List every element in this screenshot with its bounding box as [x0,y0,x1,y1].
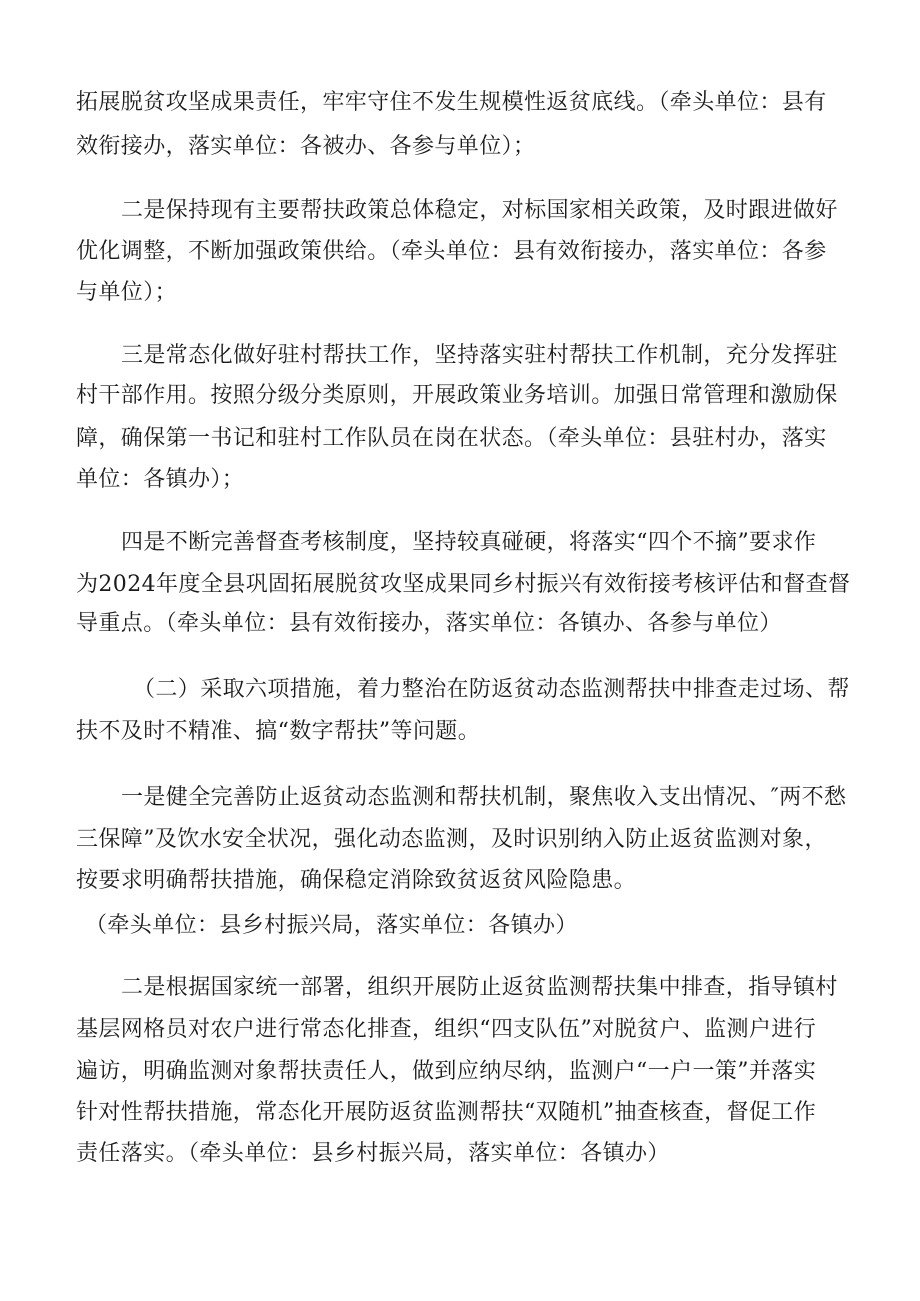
text-line: 基层网格员对农户进行常态化排查，组织“四支队伍”对脱贫户、监测户进行 [76,1017,817,1042]
text-line: 遍访，明确监测对象帮扶责任人，做到应纳尽纳，监测户“一户一策”并落实 [76,1059,817,1084]
text-line: 障，确保第一书记和驻村工作队员在岗在状态。（牵头单位：县驻村办，落实 [76,426,827,451]
text-line: （牵头单位：县乡村振兴局，落实单位：各镇办） [85,913,578,938]
text-line: 效衔接办，落实单位：各被办、各参与单位）； [76,134,536,159]
text-line: 与单位）； [76,280,178,305]
text-line: 二是根据国家统一部署，组织开展防止返贫监测帮扶集中排查，指导镇村 [121,975,838,1000]
text-line: 优化调整，不断加强政策供给。（牵头单位：县有效衔接办，落实单位：各参 [76,239,827,264]
text-line: 责任落实。（牵头单位：县乡村振兴局，落实单位：各镇办） [76,1141,670,1166]
text-line: 为2024年度全县巩固拓展脱贫攻坚成果同乡村振兴有效衔接考核评估和督查督 [76,572,851,597]
text-line: 拓展脱贫攻坚成果责任，牢牢守住不发生规模性返贫底线。（牵头单位：县有 [76,90,827,115]
text-line: 针对性帮扶措施，常态化开展防返贫监测帮扶“双随机”抽查核查，督促工作 [76,1100,817,1125]
text-line: 三是常态化做好驻村帮扶工作，坚持落实驻村帮扶工作机制，充分发挥驻 [121,343,838,368]
text-line: 扶不及时不精准、搞“数字帮扶”等问题。 [76,719,481,744]
text-line: 单位：各镇办）； [76,467,245,492]
text-line: 三保障”及饮水安全状况，强化动态监测，及时识别纳入防止返贫监测对象， [76,827,827,852]
text-line: 一是健全完善防止返贫动态监测和帮扶机制，聚焦收入支出情况、″两不愁 [121,785,847,810]
text-line: 四是不断完善督查考核制度，坚持较真碰硬，将落实“四个不摘”要求作 [121,530,817,555]
text-line: 村干部作用。按照分级分类原则，开展政策业务培训。加强日常管理和激励保 [76,383,838,408]
text-line: 导重点。（牵头单位：县有效衔接办，落实单位：各镇办、各参与单位） [76,611,782,636]
text-line: 按要求明确帮扶措施，确保稳定消除致贫返贫风险隐患。 [76,868,637,893]
text-line: 二是保持现有主要帮扶政策总体稳定，对标国家相关政策，及时跟进做好 [121,198,838,223]
section-heading: （二）采取六项措施，着力整治在防返贫动态监测帮扶中排查走过场、帮 [133,677,850,702]
